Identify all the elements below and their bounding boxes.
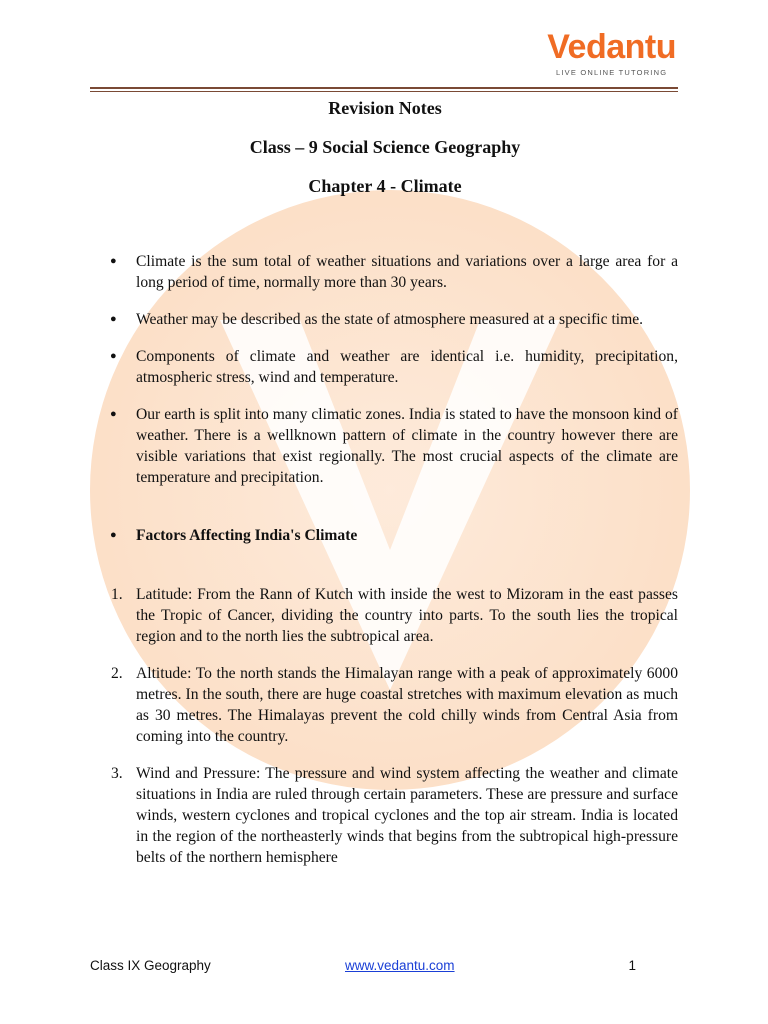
chapter-title: Chapter 4 - Climate bbox=[308, 176, 462, 196]
factor-number: 3. bbox=[111, 765, 123, 782]
section-heading: ● Factors Affecting India's Climate bbox=[105, 525, 678, 546]
factors-list bbox=[105, 584, 678, 868]
bullet-item: ● Weather may be described as the state of atmosphere measured at a specific time. bbox=[105, 309, 678, 330]
factor-text: Altitude: To the north stands the Himalayan range with a peak of approximately 6000 metres. In the south, there are huge coastal stretches with maximum elevation as much as 30 metres. The Himalayas prevent the cold chilly winds from Central Asia from coming into the country. bbox=[136, 665, 678, 745]
brand-tagline: LIVE ONLINE TUTORING bbox=[556, 68, 668, 77]
notes-content bbox=[105, 251, 678, 884]
bullet-list bbox=[105, 251, 678, 546]
revision-notes-title: Revision Notes bbox=[328, 98, 442, 118]
factor-text: Wind and Pressure: The pressure and wind system affecting the weather and climate situations in India are ruled through certain parameters. These are pressure and surface winds, western cyclones and tropical cyclones and the top air stream. India is located in the region of the northeasterly winds that begins from the subtropical high-pressure belts of the northern hemisphere bbox=[136, 765, 678, 866]
class-title: Class – 9 Social Science Geography bbox=[249, 137, 521, 157]
factor-item bbox=[105, 763, 678, 868]
footer-course: Class IX Geography bbox=[90, 958, 211, 973]
bullet-item: ● Components of climate and weather are identical i.e. humidity, precipitation, atmospheric stress, wind and temperature. bbox=[105, 346, 678, 388]
header-rule bbox=[90, 87, 678, 92]
factor-number: 2. bbox=[111, 665, 123, 682]
factor-number: 1. bbox=[111, 586, 123, 603]
factor-text: Latitude: From the Rann of Kutch with inside the west to Mizoram in the east passes the Tropic of Cancer, dividing the country into parts. To the south lies the tropical region and to the north lies the subtropical area. bbox=[136, 586, 678, 645]
title-block bbox=[90, 95, 680, 197]
vedantu-link[interactable]: www.vedantu.com bbox=[345, 958, 455, 973]
brand-name: Vedantu bbox=[547, 28, 676, 66]
vedantu-logo bbox=[547, 30, 676, 77]
bullet-item: ● Climate is the sum total of weather situations and variations over a large area for a long period of time, normally more than 30 years. bbox=[105, 251, 678, 293]
factor-item bbox=[105, 663, 678, 747]
factor-item bbox=[105, 584, 678, 647]
page-number: 1 bbox=[628, 958, 636, 973]
bullet-item: ● Our earth is split into many climatic zones. India is stated to have the monsoon kind of weather. There is a wellknown pattern of climate in the country however there are visible variations that exist regionally. The most crucial aspects of the climate are temperature and precipitation. bbox=[105, 404, 678, 488]
